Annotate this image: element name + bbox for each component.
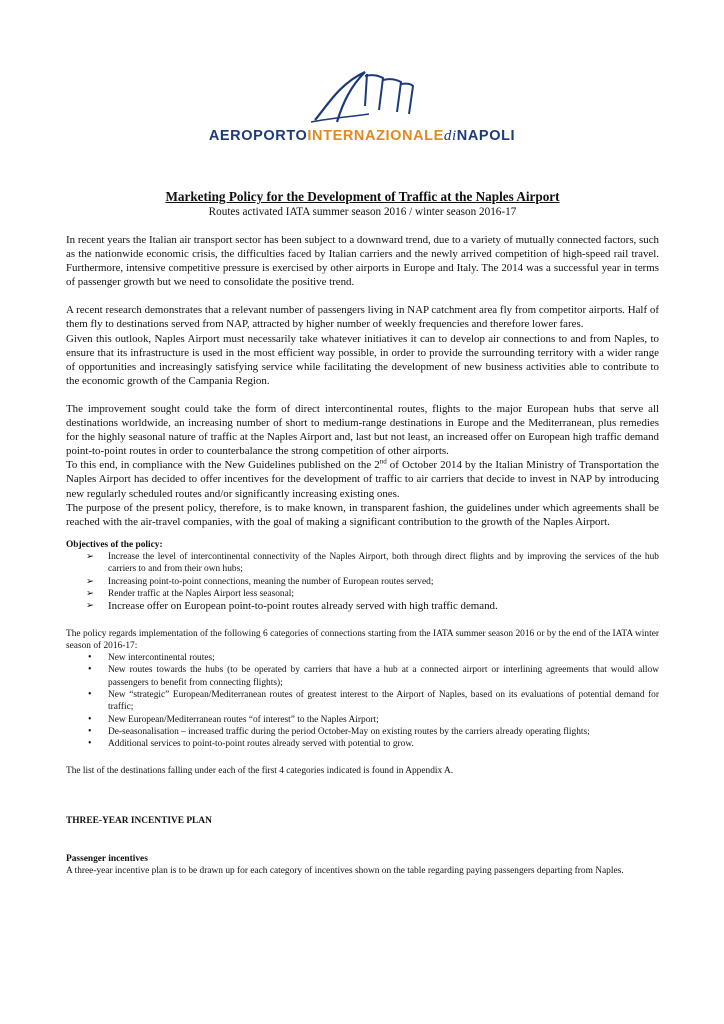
categories-list — [66, 652, 659, 750]
airport-logo — [0, 66, 724, 145]
objective-text: Render traffic at the Naples Airport less seasonal; — [108, 588, 294, 599]
bullet-dot-icon: • — [88, 713, 92, 725]
bullet-dot-icon: • — [88, 725, 92, 737]
objective-item — [66, 588, 659, 600]
paragraph-research: A recent research demonstrates that a relevant number of passengers living in NAP catchment area fly from competitor airports. Half of them fly to destinations served from NAP, attracted by higher number of weekly frequencies and therefore lower fares. — [66, 304, 659, 331]
category-text: De-seasonalisation – increased traffic during the period October-May on existing routes by the carriers already operating flights; — [108, 726, 590, 737]
bullet-dot-icon: • — [88, 689, 92, 701]
category-text: New intercontinental routes; — [108, 653, 215, 664]
objective-text: Increase the level of intercontinental connectivity of the Naples Airport, both through direct flights and by improving the services of the hub carriers to and from their own hubs; — [108, 552, 659, 575]
paragraph-improvement: The improvement sought could take the form of direct intercontinental routes, flights to the major European hubs that serve all destinations worldwide, an increasing number of short to medium-range destinations in Europe and the Mediterranean, plus remedies for the highly seasonal nature of traffic at the Naples Airport and, last but not least, an increased offer on European high traffic demand point-to-point routes in order to counterbalance the strong competition of other airports. — [66, 402, 659, 458]
category-item — [66, 738, 659, 750]
category-item — [66, 664, 659, 689]
logo-word-napoli: NAPOLI — [456, 128, 516, 144]
objectives-heading: Objectives of the policy: — [66, 539, 163, 550]
paragraph-intro: In recent years the Italian air transport sector has been subject to a downward trend, due to a variety of mutually connected factors, such as the nationwide economic crisis, the difficulties faced by Italian carriers and the newly arrived competition of high-speed rail travel. Furthermore, intensive competitive pressure is exercised by other airports in Europe and Italy. The 2014 was a successful year in terms of passenger growth but we need to consolidate the positive trend. — [66, 234, 659, 289]
document-title: Marketing Policy for the Development of Traffic at the Naples Airport — [165, 189, 560, 204]
airport-logo-mark-icon — [307, 66, 417, 126]
objective-text: Increasing point-to-point connections, meaning the number of European routes served; — [108, 576, 434, 587]
document-body — [66, 189, 659, 878]
arrow-bullet-icon: ➢ — [86, 588, 94, 599]
objective-text: Increase offer on European point-to-point routes already served with high traffic demand. — [108, 600, 498, 613]
logo-word-aeroporto: AEROPORTO — [208, 128, 308, 144]
category-text: Additional services to point-to-point routes already served with potential to grow. — [108, 739, 414, 750]
category-text: New European/Mediterranean routes “of interest” to the Naples Airport; — [108, 714, 379, 725]
airport-logo-wordmark — [0, 128, 724, 145]
logo-word-di: di — [443, 128, 457, 144]
category-text: New routes towards the hubs (to be operated by carriers that have a hub at a connected airport or interlining agreements that would allow passengers to benefit from connecting flights); — [108, 665, 659, 688]
category-item — [66, 652, 659, 664]
category-item — [66, 689, 659, 714]
paragraph-outlook: Given this outlook, Naples Airport must necessarily take whatever initiatives it can to develop air connections to and from Naples, to ensure that its infrastructure is used in the most efficient way possible, in order to provide the surrounding territory with a wider range of opportunities and increasingly satisfying service while facilitating the development of new business activities able to contribute to the economic growth of the Campania Region. — [66, 332, 659, 387]
bullet-dot-icon: • — [88, 738, 92, 750]
bullet-dot-icon: • — [88, 652, 92, 664]
passenger-incentives-heading: Passenger incentives — [66, 854, 148, 865]
category-item — [66, 726, 659, 738]
guidelines-text-end: of October 2014 by the Italian Ministry of Transportation the Naples Airport has decided to offer incentives for the development of traffic to air carriers that decide to invest in NAP by introducing new regularly scheduled routes and/or significantly increasing existing ones. — [66, 459, 659, 500]
bullet-dot-icon: • — [88, 664, 92, 676]
objective-item — [66, 600, 659, 613]
paragraph-guidelines — [66, 458, 659, 500]
guidelines-ordinal-suffix: nd — [379, 457, 387, 466]
appendix-note: The list of the destinations falling under each of the first 4 categories indicated is found in Appendix A. — [66, 765, 454, 776]
category-item — [66, 714, 659, 726]
guidelines-text-start: To this end, in compliance with the New Guidelines published on the 2 — [66, 459, 380, 472]
incentive-plan-heading: THREE-YEAR INCENTIVE PLAN — [66, 815, 212, 826]
passenger-incentives-text: A three-year incentive plan is to be drawn up for each category of incentives shown on the table regarding paying passengers departing from Naples. — [66, 866, 624, 877]
category-text: New “strategic” European/Mediterranean routes of greatest interest to the Airport of Naples, based on its evaluations of potential demand for traffic; — [108, 690, 659, 713]
objective-item — [66, 551, 659, 576]
arrow-bullet-icon: ➢ — [86, 601, 94, 612]
objectives-list — [66, 551, 659, 613]
arrow-bullet-icon: ➢ — [86, 552, 94, 563]
document-subtitle: Routes activated IATA summer season 2016 / winter season 2016-17 — [208, 206, 517, 218]
arrow-bullet-icon: ➢ — [86, 576, 94, 587]
objective-item — [66, 576, 659, 588]
logo-word-internazionale: INTERNAZIONALE — [307, 128, 444, 144]
categories-intro: The policy regards implementation of the following 6 categories of connections starting from the IATA summer season 2016 or by the end of the IATA winter season of 2016-17: — [66, 628, 659, 651]
paragraph-purpose: The purpose of the present policy, therefore, is to make known, in transparent fashion, the guidelines under which agreements shall be reached with the air-travel companies, with the goal of making a significant contribution to the growth of the Naples Airport. — [66, 501, 659, 528]
